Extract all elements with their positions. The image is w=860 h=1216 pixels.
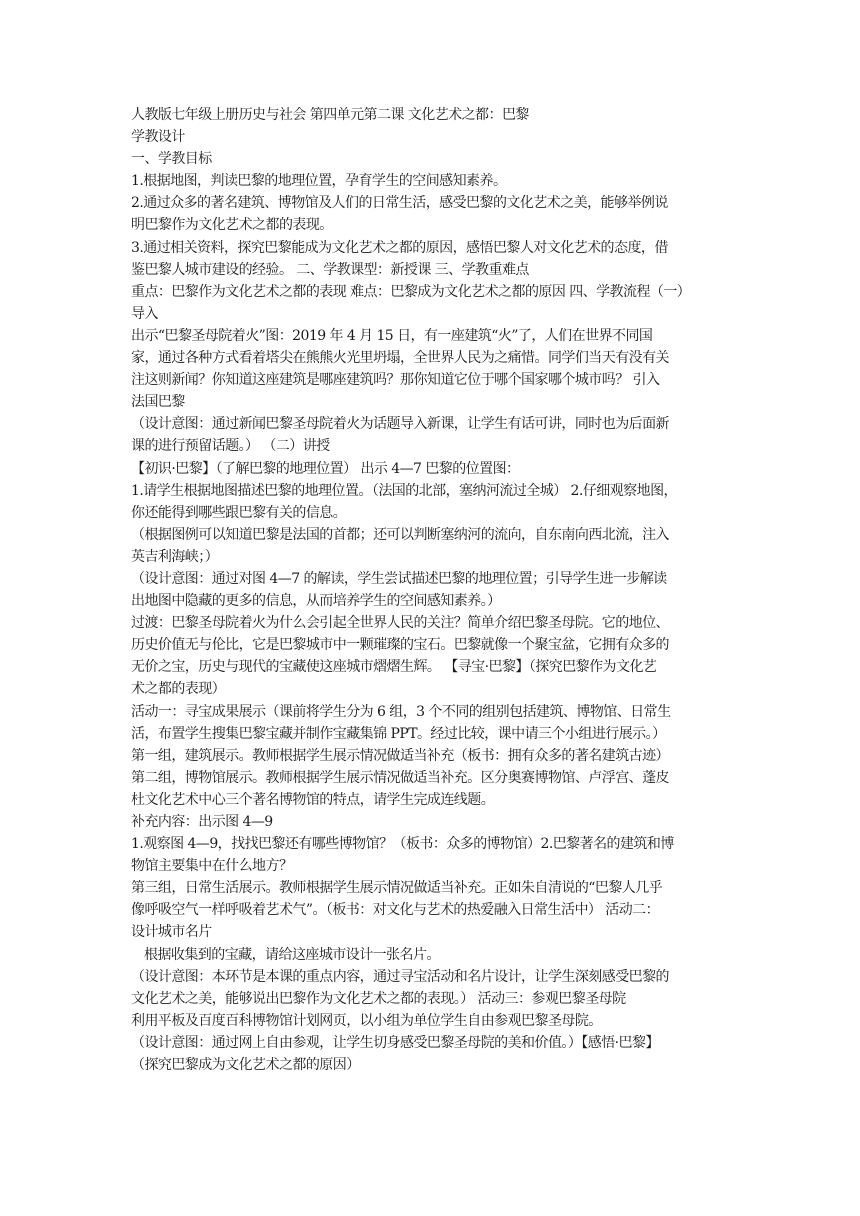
text-line: 第一组，建筑展示。教师根据学生展示情况做适当补充（板书：拥有众多的著名建筑古迹） — [131, 747, 669, 764]
text-line: （设计意图：通过对图 4—7 的解读，学生尝试描述巴黎的地理位置；引导学生进一步解读 — [131, 570, 667, 587]
text-line: 出示“巴黎圣母院着火”图：2019 年 4 月 15 日，有一座建筑“火”了，人们在世界不同国 — [131, 327, 653, 344]
text-line: 活，布置学生搜集巴黎宝藏并制作宝藏集锦 PPT。经过比较，课中请三个小组进行展示。） — [131, 725, 666, 742]
text-line: 术之都的表现） — [131, 681, 226, 698]
text-line: 明巴黎作为文化艺术之都的表现。 — [131, 217, 333, 234]
text-line: 1.观察图 4—9，找找巴黎还有哪些博物馆？（板书：众多的博物馆）2.巴黎著名的建筑和博 — [131, 836, 674, 853]
text-line: 3.通过相关资料，探究巴黎能成为文化艺术之都的原因，感悟巴黎人对文化艺术的态度，借 — [131, 239, 668, 256]
text-line: 像呼吸空气一样呼吸着艺术气”。（板书：对文化与艺术的热爱融入日常生活中） 活动二： — [131, 902, 660, 919]
text-line: 鉴巴黎人城市建设的经验。 二、学教课型：新授课 三、学教重难点 — [131, 261, 529, 278]
text-line: 杜文化艺术中心三个著名博物馆的特点，请学生完成连线题。 — [131, 791, 495, 808]
text-line: 无价之宝，历史与现代的宝藏使这座城市熠熠生辉。 【寻宝·巴黎】（探究巴黎作为文化艺 — [131, 659, 657, 676]
text-line: 1.请学生根据地图描述巴黎的地理位置。（法国的北部，塞纳河流过全城） 2.仔细观察地图， — [131, 482, 677, 499]
text-line: 英吉利海峡；） — [131, 548, 219, 565]
section-heading: 一、学教目标 — [131, 151, 212, 168]
text-line: （设计意图：本环节是本课的重点内容，通过寻宝活动和名片设计，让学生深刻感受巴黎的 — [131, 968, 669, 985]
text-line: 法国巴黎 — [131, 394, 185, 411]
doc-title: 人教版七年级上册历史与社会 第四单元第二课 文化艺术之都：巴黎 — [131, 107, 529, 123]
text-line: 过渡：巴黎圣母院着火为什么会引起全世界人民的关注？简单介绍巴黎圣母院。它的地位、 — [131, 615, 669, 632]
text-line: 你还能得到哪些跟巴黎有关的信息。 — [131, 504, 347, 521]
text-line: 文化艺术之美，能够说出巴黎作为文化艺术之都的表现。） 活动三：参观巴黎圣母院 — [131, 990, 626, 1007]
text-line: （根据图例可以知道巴黎是法国的首都；还可以判断塞纳河的流向，自东南向西北流，注入 — [131, 526, 669, 543]
text-line: 注这则新闻？你知道这座建筑是哪座建筑吗？那你知道它位于哪个国家哪个城市吗？ 引入 — [131, 372, 660, 389]
text-line: 活动一：寻宝成果展示（课前将学生分为 6 组，3 个不同的组别包括建筑、博物馆、日常生 — [131, 703, 671, 720]
text-line: 历史价值无与伦比，它是巴黎城市中一颗璀璨的宝石。巴黎就像一个聚宝盆，它拥有众多的 — [131, 637, 669, 654]
text-line: 第三组，日常生活展示。教师根据学生展示情况做适当补充。正如朱自清说的“巴黎人几乎 — [131, 880, 663, 897]
text-line: （设计意图：通过网上自由参观，让学生切身感受巴黎圣母院的美和价值。）【感悟·巴黎】 — [131, 1034, 659, 1051]
text-line: 导入 — [131, 305, 158, 322]
text-line: 设计城市名片 — [131, 924, 212, 941]
document-body — [131, 104, 739, 1076]
text-line: 根据收集到的宝藏，请给这座城市设计一张名片。 — [144, 946, 440, 963]
text-line: 补充内容：出示图 4—9 — [131, 814, 273, 830]
text-line: 重点：巴黎作为文化艺术之都的表现 难点：巴黎成为文化艺术之都的原因 四、学教流程（一） — [131, 283, 691, 300]
section-heading: 学教设计 — [131, 129, 185, 146]
text-line: 利用平板及百度百科博物馆计划网页，以小组为单位学生自由参观巴黎圣母院。 — [131, 1012, 602, 1029]
text-line: 1.根据地图，判读巴黎的地理位置，孕育学生的空间感知素养。 — [131, 173, 507, 190]
text-line: 2.通过众多的著名建筑、博物馆及人们的日常生活，感受巴黎的文化艺术之美，能够举例说 — [131, 195, 668, 212]
text-line: 第二组，博物馆展示。教师根据学生展示情况做适当补充。区分奥赛博物馆、卢浮宫、蓬皮 — [131, 769, 669, 786]
text-line: 【初识·巴黎】（了解巴黎的地理位置） 出示 4—7 巴黎的位置图： — [131, 460, 520, 477]
text-line: 课的进行预留话题。） （二）讲授 — [131, 438, 330, 455]
text-line: 出地图中隐藏的更多的信息，从而培养学生的空间感知素养。） — [131, 593, 501, 610]
text-line: （设计意图：通过新闻巴黎圣母院着火为话题导入新课，让学生有话可讲，同时也为后面新 — [131, 416, 669, 433]
text-line: 物馆主要集中在什么地方？ — [131, 858, 293, 875]
text-line: （探究巴黎成为文化艺术之都的原因） — [131, 1057, 360, 1074]
text-line: 家，通过各种方式看着塔尖在熊熊火光里坍塌，全世界人民为之痛惜。同学们当天有没有关 — [131, 350, 669, 367]
